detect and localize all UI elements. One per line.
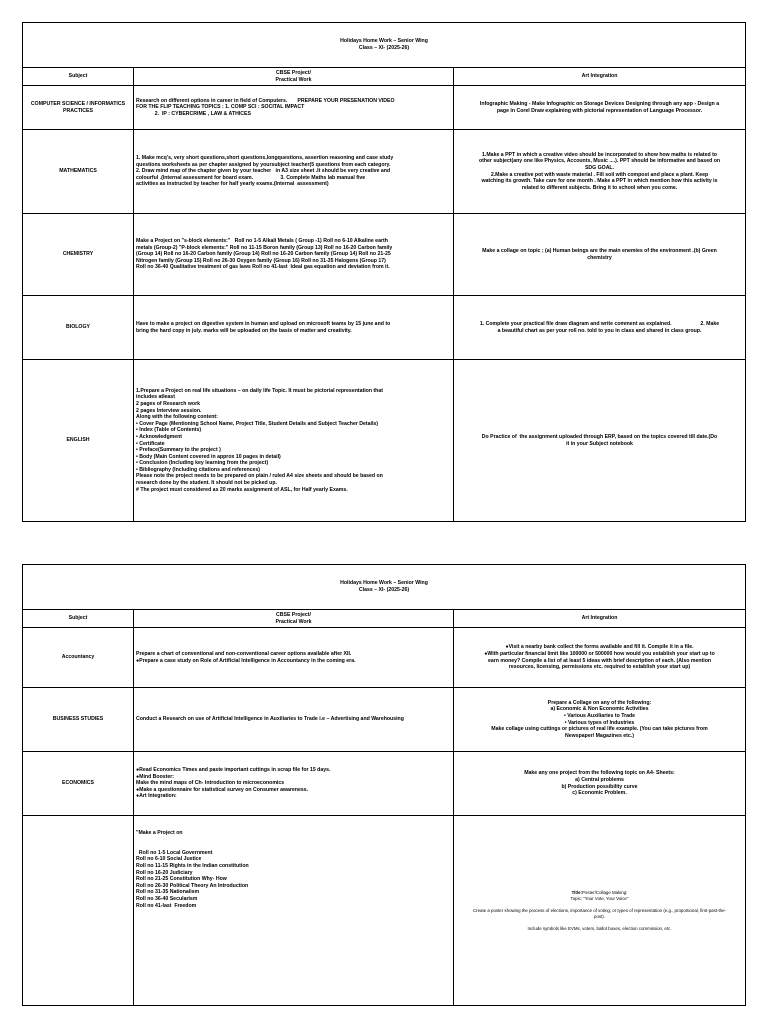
art-line: Topic: "Your Vote, Your Voice" [570, 895, 629, 901]
table-row [23, 359, 745, 521]
art-integration-cell [453, 360, 745, 521]
project-line: Have to make a project on digestive system in human and upload on microsoft teams by 15 june and to [136, 320, 391, 327]
project-line: Roll no 41-last Freedom [136, 902, 197, 909]
header-project-line-2: Practical Work [275, 618, 312, 625]
project-line: Please note the project needs to be prepared on plain / ruled A4 size sheets and should be based on [136, 473, 383, 480]
art-line: related to different subjects. Bring it to school when you come. [521, 184, 678, 191]
table-row [23, 627, 745, 687]
art-line: Do Practice of the assignment uploaded through ERP, based on the topics covered till date.(Do [481, 433, 718, 440]
project-line: 1. Make mcq's, very short questions,short questions,longquestions, assertion reasoning and case study [136, 155, 394, 162]
homework-table-1 [22, 22, 746, 522]
art-line: Newspaper/ Magazines etc.) [565, 732, 634, 739]
project-line: 2. IP : CYBERCRIME , LAW & ATHICES [136, 110, 251, 117]
art-line: 1.Make a PPT in which a creative video should be incorporated to show how maths is related to [482, 151, 717, 158]
title-line-2: Class – XI- (2025-26) [358, 587, 410, 593]
header-subject: Subject [68, 73, 88, 80]
project-line: colourful .(Internal assessment for board exam. 3. Complete Maths lab manual five [136, 174, 366, 181]
project-line: Roll no 31-35 Nationalism [136, 889, 200, 896]
subject-cell: BUSINESS STUDIES [52, 716, 104, 723]
project-cell [133, 628, 453, 687]
homework-table-2 [22, 564, 746, 1006]
project-cell [133, 752, 453, 815]
art-line: page in Corel Draw explaining with pictorial representation of Language Processor. [496, 107, 703, 114]
project-cell [133, 816, 453, 1005]
project-cell [133, 296, 453, 359]
table-row [23, 295, 745, 359]
header-project [133, 68, 453, 85]
subject-cell: ENGLISH [66, 437, 90, 444]
art-line: Make collage using cuttings or pictures of real life example. (You can take pictures from [491, 726, 708, 733]
header-row [23, 67, 745, 85]
project-line: • Cover Page (Mentioning School Name, Project Title, Student Details and Subject Teacher Details) [136, 420, 379, 427]
art-integration-cell [453, 296, 745, 359]
art-line: Make a collage on topic ; (a) Human beings are the main enemies of the environment .(b) Green [482, 247, 717, 254]
project-line: 1.Prepare a Project on real life situations – on daily life Topic. It must be pictorial representation that [136, 387, 383, 394]
project-line [136, 837, 451, 844]
art-integration-cell [453, 628, 745, 687]
project-line: metals (Group-2) "P-block elements:" Roll no 11-15 Boron family (Group 13) Roll no 16-20 Carbon family [136, 244, 393, 251]
subject-cell: ECONOMICS [62, 780, 94, 787]
project-line: 2 pages Interview session. [136, 407, 202, 414]
subject-cell: COMPUTER SCIENCE / INFORMATICS PRACTICES [30, 100, 126, 114]
title-line-1: Holidays Home Work – Senior Wing [340, 38, 428, 44]
project-line: Nitrogen family (Group 15) Roll no 26-30 Oxygen family (Group 16) Roll no 31-35 Halogens (Group 17) [136, 257, 386, 264]
art-line: ●With particular financial limit like 100000 or 500000 how would you establish your start up to [484, 650, 715, 657]
project-cell [133, 86, 453, 129]
art-line: ●Visit a nearby bank collect the forms available and fill it. Compile it in a file. [505, 644, 694, 651]
project-cell [133, 130, 453, 213]
project-line: (Group 14) Roll no 16-20 Carbon family (Group 14) Roll no 16-20 Carbon family (Group 14) Roll no 21-25 [136, 251, 391, 258]
project-line: • Acknowledgment [136, 433, 183, 440]
art-title-value: Poster/Collage Making: [582, 889, 628, 895]
project-line [136, 843, 451, 850]
art-line: Infographic Making - Make Infographic on Storage Devices Designing through any app - Design a [479, 100, 720, 107]
project-line: • Certificate [136, 440, 165, 447]
project-line: Prepare a chart of conventional and non-conventional career options available after XII. [136, 650, 352, 657]
art-line: • Various Auxiliaries to Trade [563, 712, 636, 719]
project-line: research done by the student. It should not be picked up. [136, 480, 277, 487]
art-line: Make any one project from the following topic on A4- Sheets: [524, 770, 675, 777]
art-line: • Various types of Industries [564, 719, 635, 726]
header-row [23, 609, 745, 627]
art-line: SDG GOAL. [584, 164, 615, 171]
art-line: chemistry [587, 254, 612, 261]
art-integration-cell [453, 130, 745, 213]
project-line: Conduct a Research on use of Artificial Intelligence in Auxiliaries to Trade i.e – Advertising and Warehousing [136, 716, 404, 723]
art-integration-cell [453, 86, 745, 129]
project-line: • Preface(Summary to the project ) [136, 447, 221, 454]
project-line: Make the mind maps of Ch- Introduction to microeconomics [136, 780, 285, 787]
art-title-label: Title: [571, 889, 582, 895]
project-line: ●Mind Booster: [136, 773, 175, 780]
art-integration-cell [453, 688, 745, 751]
table-row [23, 751, 745, 815]
project-cell [133, 688, 453, 751]
table-row [23, 687, 745, 751]
title-line-2: Class – XI- (2025-26) [358, 45, 410, 51]
header-project-line-1: CBSE Project/ [276, 611, 311, 618]
header-subject: Subject [68, 615, 88, 622]
art-line: other subject(any one like Physics, Accounts, Music ....). PPT should be informative and based on [478, 158, 721, 165]
project-line: Roll no 11-15 Rights in the Indian constitution [136, 862, 249, 869]
art-line: b) Production possibility curve [561, 783, 638, 790]
project-line: Roll no 26-30 Political Theory An Introduction [136, 882, 249, 889]
project-line: "Make a Project on [136, 830, 183, 836]
project-line: 2. Draw mind map of the chapter given by your teacher in A3 size sheet .It should be very creative and [136, 168, 391, 175]
subject-cell [23, 816, 133, 1005]
table-row [23, 85, 745, 129]
project-line: activities as instructed by teacher for half yearly exams.(Internal assessment) [136, 181, 329, 188]
project-cell [133, 214, 453, 295]
project-line: Along with the following content: [136, 414, 218, 421]
art-line: Include symbols like EVMs, voters, ballot boxes, election commission, etc. [527, 925, 672, 931]
subject-cell: BIOLOGY [66, 324, 90, 331]
project-line: ●Make a questionnaire for statistical survey on Consumer awareness. [136, 786, 309, 793]
project-line: Roll no 21-25 Constitution Why- How [136, 876, 227, 883]
header-project [133, 610, 453, 627]
table-row [23, 815, 745, 1005]
project-line: Roll no 1-5 Local Government [136, 849, 213, 856]
project-line: ●Art Integration: [136, 793, 177, 800]
art-line: Create a poster showing the process of elections, importance of voting, or types of representation (e.g., proportional, first-past-the- [472, 907, 727, 913]
project-line: • Body (Main Content covered in approx 10 pages in detail) [136, 453, 281, 460]
table-row [23, 213, 745, 295]
project-line: 2 pages of Research work [136, 400, 201, 407]
header-art-integration: Art Integration [453, 68, 745, 85]
table-title [23, 23, 745, 67]
art-line: post). [594, 913, 605, 919]
art-integration-cell [453, 752, 745, 815]
art-line: a beautiful chart as per your roll no. told to you in class and shared in class group. [497, 327, 702, 334]
project-line: # The project must considered as 20 marks assignment of ASL, for Half yearly Exams. [136, 486, 348, 493]
project-line: Roll no 6-10 Social Justice [136, 856, 202, 863]
subject-cell: MATHEMATICS [59, 168, 97, 175]
art-line: it in your Subject notebook [566, 440, 633, 447]
table-title [23, 565, 745, 609]
project-line: FOR THE FLIP TEACHING TOPICS : 1. COMP SCI : SOCITAL IMPACT [136, 104, 305, 111]
art-line: resources, licensing, permissions etc. required to establish your start up) [508, 664, 691, 671]
art-line: watching its growth. Take care for one month . Make a PPT in which mention how this activity is [481, 178, 718, 185]
art-line: 1. Complete your practical file draw diagram and write comment as explained. 2. Make [479, 320, 720, 327]
project-line: ●Read Economics Times and paste important cuttings in scrap file for 15 days. [136, 767, 331, 774]
project-line: • Conclusion (Including key learning from the project) [136, 460, 269, 467]
art-line: a) Central problems [575, 776, 624, 783]
art-integration-cell [453, 816, 745, 1005]
art-line: Prepare a Collage on any of the following: [547, 699, 652, 706]
project-line: ●Prepare a case study on Role of Artificial Intelligence in Accountancy in the coming era. [136, 657, 356, 664]
project-line: includes atleast [136, 394, 175, 401]
art-line: earn money? Compile a list of at least 5 ideas with brief description of each. (Also mention [487, 657, 712, 664]
subject-cell: Accountancy [61, 654, 95, 661]
project-line: bring the hard copy in july. marks will be uploaded on the basis of matter and creativity. [136, 327, 352, 334]
project-line: questions worksheets as per chapter assigned by yoursubject teacher(5 questions from each category. [136, 161, 391, 168]
project-line: Roll no 36-40 Secularism [136, 895, 198, 902]
header-project-line-1: CBSE Project/ [276, 69, 311, 76]
title-line-1: Holidays Home Work – Senior Wing [340, 580, 428, 586]
project-line: Make a Project on "s-block elements:" Roll no 1-5 Alkali Metals ( Group -1) Roll no 6-10 Alkaline earth [136, 238, 388, 245]
project-line: • Bibliography (Including citations and references) [136, 466, 261, 473]
project-line: Research on different options in career in field of Computers. PREPARE YOUR PRESENATION VIDEO [136, 97, 395, 104]
table-row [23, 129, 745, 213]
project-line: Roll no 36-40 Qualitative treatment of gas laws Roll no 41-last Ideal gas equation and deviation from it. [136, 264, 390, 271]
header-art-integration: Art Integration [453, 610, 745, 627]
art-line: a) Economic & Non Economic Activities [550, 706, 649, 713]
project-line: Roll no 16-20 Judiciary [136, 869, 193, 876]
subject-cell: CHEMISTRY [62, 251, 94, 258]
art-line: c) Economic Problem. [572, 790, 627, 797]
art-integration-cell [453, 214, 745, 295]
header-project-line-2: Practical Work [275, 76, 312, 83]
art-line: 2.Make a creative pot with waste material . Fill soil with compost and place a plant. Keep [490, 171, 709, 178]
project-cell [133, 360, 453, 521]
project-line: • Index (Table of Contents) [136, 427, 202, 434]
